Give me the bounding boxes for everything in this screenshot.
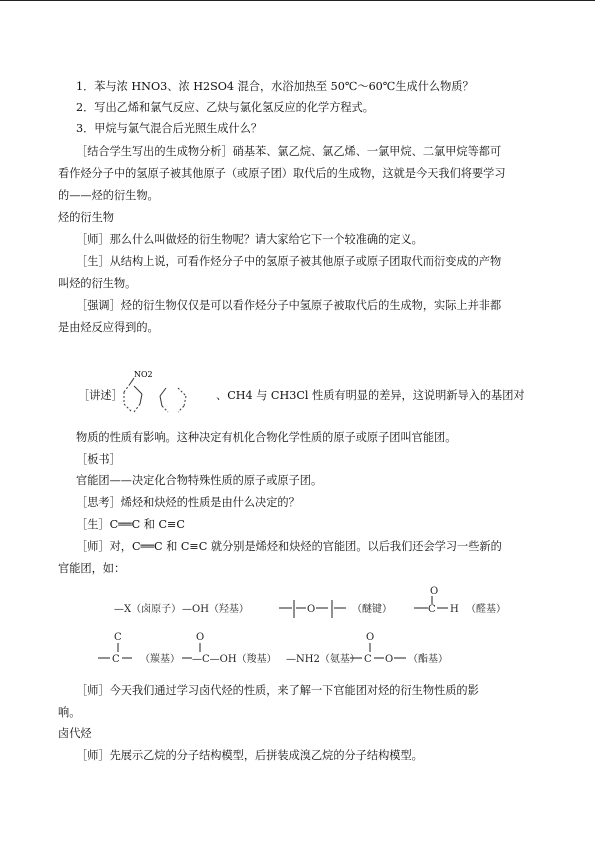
teacher-line-4: ［师］先展示乙烷的分子结构模型，后拼装成溴乙烷的分子结构模型。	[76, 749, 423, 762]
emphasis-line-2: 是由烃反应得到的。	[58, 321, 159, 334]
teacher-question: ［师］那么什么叫做烃的衍生物呢？请大家给它下一个较准确的定义。	[76, 233, 423, 246]
heading-haloalkanes: 卤代烃	[58, 727, 92, 740]
teacher-reply-line-1: ［师］对，C══C 和 C≡C 就分别是烯烃和炔烃的官能团。以后我们还会学习一些新的	[76, 540, 502, 553]
lecture-continued: 物质的性质有影响。这种决定有机化合物化学性质的原子或原子团叫官能团。	[76, 431, 457, 444]
analysis-line-3: 的——烃的衍生物。	[58, 189, 159, 202]
ether-label: （醚键）	[352, 604, 392, 615]
carbonyl-label: （羰基）	[140, 654, 180, 665]
aldehyde-carbon: C	[428, 604, 436, 615]
ester-carbon: C	[364, 654, 372, 665]
question-3: 3．甲烷与氯气混合后光照生成什么？	[76, 122, 263, 135]
nitrobenzene-structure	[120, 368, 212, 414]
board-tag: ［板书］	[76, 453, 121, 466]
page-top-rule	[0, 0, 595, 1]
ester-label: （酯基）	[408, 654, 448, 665]
ester-oxygen-top: O	[366, 632, 375, 643]
carboxyl-group: —C—OH（羧基）	[192, 654, 277, 665]
functional-groups-figure	[114, 586, 534, 668]
carbonyl-carbon: C	[112, 654, 120, 665]
teacher-reply-line-2: 官能团，如：	[58, 562, 126, 575]
analysis-line-2: 看作烃分子中的氢原子被其他原子（或原子团）取代后的生成物，这就是今天我们将要学习	[58, 167, 506, 180]
student-answer-2: ［生］C══C 和 C≡C	[76, 518, 185, 531]
nitro-group-label: NO2	[134, 370, 153, 379]
carbonyl-carbon-top: C	[114, 632, 122, 643]
halo-group: —X（卤原子）	[114, 604, 182, 615]
ester-oxygen: O	[385, 654, 394, 665]
board-definition: 官能团——决定化合物特殊性质的原子或原子团。	[76, 474, 323, 487]
aldehyde-oxygen: O	[430, 586, 439, 597]
amino-group: —NH2（氨基）	[286, 654, 360, 665]
lecture-line: 、CH4 与 CH3Cl 性质有明显的差异，这说明新导入的基团对	[216, 389, 525, 402]
think-question: ［思考］烯烃和炔烃的性质是由什么决定的？	[76, 496, 300, 509]
teacher-line-3a: ［师］今天我们通过学习卤代烃的性质，来了解一下官能团对烃的衍生物性质的影	[76, 684, 479, 697]
analysis-line-1: ［结合学生写出的生成物分析］硝基苯、氯乙烷、氯乙烯、一氯甲烷、二氯甲烷等都可	[76, 145, 502, 158]
student-answer-line-1: ［生］从结构上说，可看作烃分子中的氢原子被其他原子或原子团取代而衍变成的产物	[76, 255, 502, 268]
aldehyde-label: （醛基）	[466, 604, 506, 615]
hydroxyl-group: —OH（羟基）	[182, 604, 249, 615]
student-answer-line-2: 叫烃的衍生物。	[58, 277, 137, 290]
question-2: 2．写出乙烯和氯气反应、乙炔与氯化氢反应的化学方程式。	[76, 101, 374, 114]
lecture-tag: ［讲述］	[78, 389, 123, 402]
teacher-line-3b: 响。	[58, 706, 81, 719]
aldehyde-hydrogen: H	[450, 604, 459, 615]
heading-derivatives: 烃的衍生物	[58, 211, 114, 224]
question-1: 1．苯与浓 HNO3、浓 H2SO4 混合，水浴加热至 50℃～60℃生成什么物质？	[76, 80, 474, 93]
emphasis-line-1: ［强调］烃的衍生物仅仅是可以看作烃分子中氢原子被取代后的生成物，实际上并非都	[76, 299, 502, 312]
carboxyl-oxygen: O	[196, 632, 205, 643]
ether-oxygen: O	[307, 604, 316, 615]
